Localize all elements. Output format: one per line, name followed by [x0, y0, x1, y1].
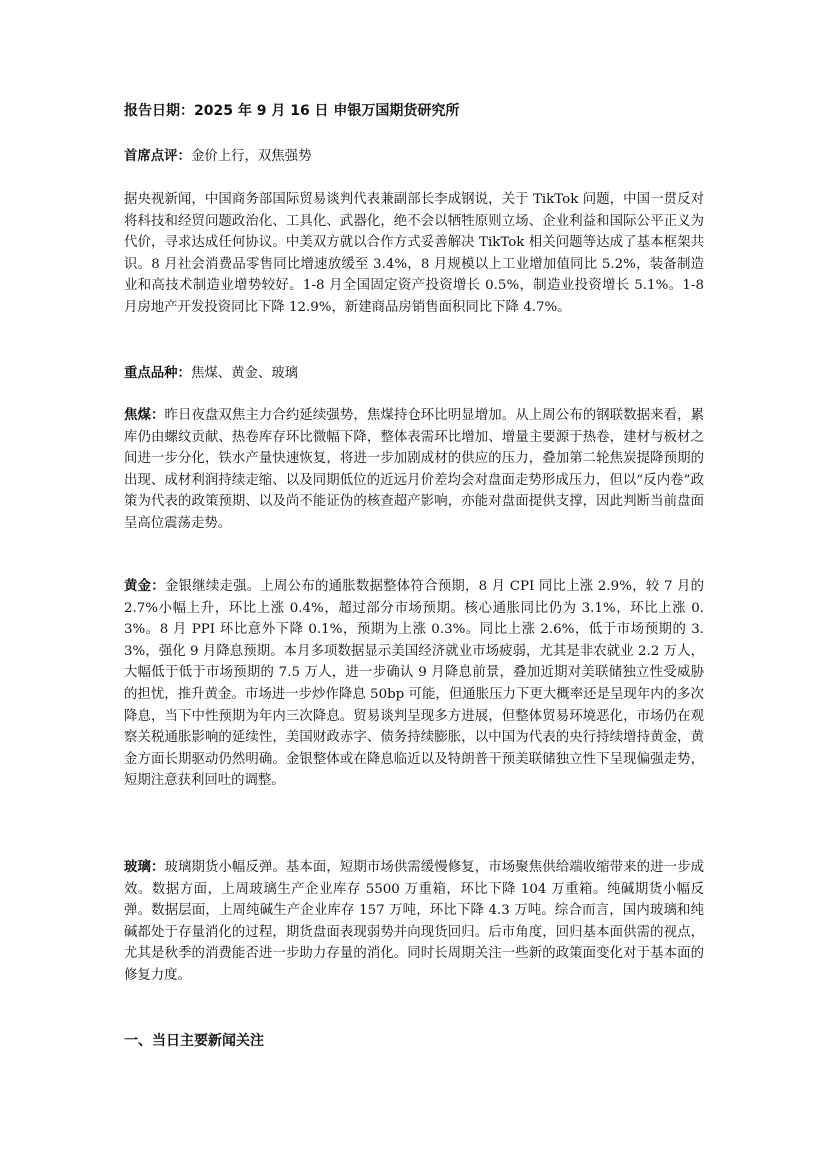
- key-varieties-label: 重点品种：: [124, 366, 191, 381]
- glass-paragraph: [124, 857, 704, 987]
- gold-label: 黄金：: [124, 579, 165, 594]
- report-date-line: 报告日期：2025 年 9 月 16 日 申银万国期货研究所: [124, 103, 460, 119]
- chief-comment-line: [124, 146, 704, 168]
- chief-comment-label: 首席点评：: [124, 149, 191, 164]
- glass-label: 玻璃：: [124, 860, 165, 875]
- section-heading: 一、当日主要新闻关注: [124, 1033, 264, 1049]
- glass-text: 玻璃期货小幅反弹。基本面，短期市场供需缓慢修复，市场聚焦供给端收缩带来的进一步成效。数据方面，上周玻璃生产企业库存 5500 万重箱，环比下降 104 万重箱。纯碱期货小幅反弹。数据层面，上周纯碱生产企业库存 157 万吨，环比下降 4.3 万吨。综合而言，国内玻璃和纯碱都处于存量消化的过程，期货盘面表现弱势并向现货回归。后市角度，回归基本面供需的视点，尤其是秋季的消费能否进一步助力存量的消化。同时长周期关注一些新的政策面变化对于基本面的修复力度。: [124, 860, 705, 983]
- coking-coal-paragraph: [124, 405, 704, 535]
- gold-paragraph: [124, 576, 704, 792]
- gold-text: 金银继续走强。上周公布的通胀数据整体符合预期，8 月 CPI 同比上涨 2.9%，较 7 月的 2.7%小幅上升，环比上涨 0.4%，超过部分市场预期。核心通胀同比仍为 3.1%，环比上涨 0.3%。8 月 PPI 环比意外下降 0.1%，预期为上涨 0.3%。同比上涨 2.6%，低于市场预期的 3.3%，强化 9 月降息预期。本月多项数据显示美国经济就业市场疲弱，尤其是非农就业 2.2 万人，大幅低于低于市场预期的 7.5 万人，进一步确认 9 月降息前景，叠加近期对美联储独立性受威胁的担忧，推升黄金。市场进一步炒作降息 50bp 可能，但通胀压力下更大概率还是呈现年内的多次降息，当下中性预期为年内三次降息。贸易谈判呈现多方进展，但整体贸易环境恶化，市场仍在观察关税通胀影响的延续性，美国财政赤字、债务持续膨胀，以中国为代表的央行持续增持黄金，黄金方面长期驱动仍然明确。金银整体或在降息临近以及特朗普干预美联储独立性下呈现偏强走势，短期注意获利回吐的调整。: [124, 579, 705, 789]
- coking-coal-text: 昨日夜盘双焦主力合约延续强势，焦煤持仓环比明显增加。从上周公布的钢联数据来看，累库仍由螺纹贡献、热卷库存环比微幅下降，整体表需环比增加、增量主要源于热卷，建材与板材之间进一步分化，铁水产量快速恢复，将进一步加剧成材的供应的压力，叠加第二轮焦炭提降预期的出现、成材利润持续走缩、以及同期低位的近远月价差均会对盘面走势形成压力，但以“反内卷”政策为代表的政策预期、以及尚不能证伪的核查超产影响，亦能对盘面提供支撑，因此判断当前盘面呈高位震荡走势。: [124, 408, 705, 531]
- chief-comment-text: 金价上行，双焦强势: [190, 149, 312, 164]
- coking-coal-label: 焦煤：: [124, 408, 165, 423]
- key-varieties-line: [124, 363, 704, 385]
- key-varieties-text: 焦煤、黄金、玻璃: [190, 366, 299, 381]
- intro-paragraph: 据央视新闻，中国商务部国际贸易谈判代表兼副部长李成钢说，关于 TikTok 问题，中国一贯反对将科技和经贸问题政治化、工具化、武器化，绝不会以牺牲原则立场、企业利益和国际公平正义为代价，寻求达成任何协议。中美双方就以合作方式妥善解决 TikTok 相关问题等达成了基本框架共识。8 月社会消费品零售同比增速放缓至 3.4%，8 月规模以上工业增加值同比 5.2%，装备制造业和高技术制造业增势较好。1-8 月全国固定资产投资增长 0.5%，制造业投资增长 5.1%。1-8 月房地产开发投资同比下降 12.9%，新建商品房销售面积同比下降 4.7%。: [124, 192, 704, 315]
